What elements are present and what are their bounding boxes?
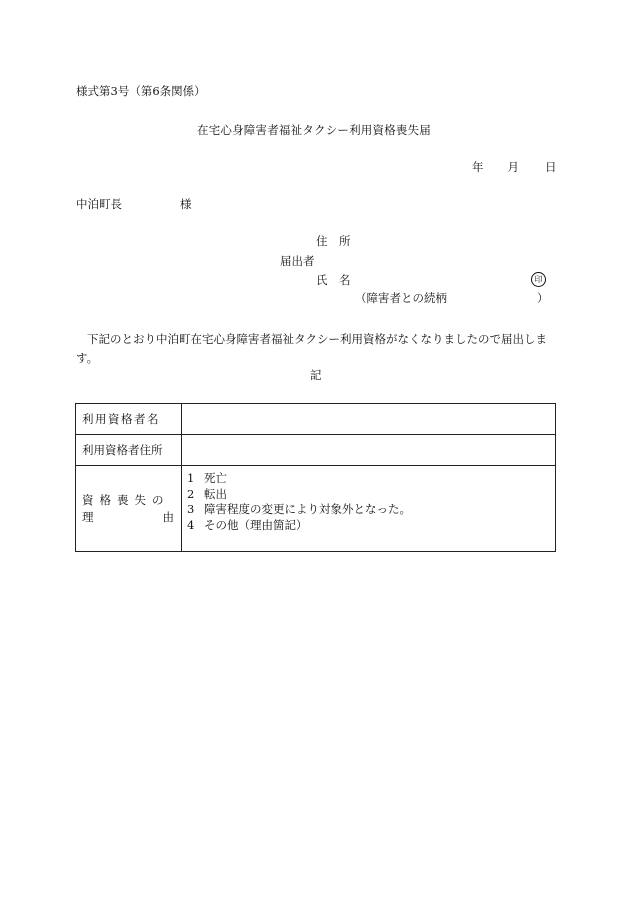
reason-text: 死亡 bbox=[204, 471, 227, 485]
eligible-person-name-field[interactable] bbox=[182, 404, 556, 435]
relation-label: （障害者との続柄 bbox=[355, 291, 447, 305]
relation-close-paren: ） bbox=[537, 291, 549, 305]
reason-text: 転出 bbox=[204, 486, 227, 501]
reason-text: その他（理由箇記） bbox=[204, 517, 308, 532]
loss-reason-list bbox=[182, 466, 556, 552]
addressee bbox=[76, 199, 192, 211]
reason-text: 障害程度の変更により対象外となった。 bbox=[204, 502, 411, 516]
form-number: 様式第3号（第6条関係） bbox=[76, 84, 206, 98]
date-day-label: 日 bbox=[545, 160, 557, 174]
loss-reason-header bbox=[76, 466, 182, 552]
eligible-person-address-field[interactable] bbox=[182, 435, 556, 466]
address-label: 住 所 bbox=[316, 234, 351, 248]
ki-heading: 記 bbox=[310, 368, 322, 382]
name-label: 氏 名 bbox=[316, 273, 351, 287]
loss-reason-header-line1: 資格喪失の bbox=[82, 492, 170, 507]
date-line bbox=[472, 162, 557, 174]
loss-reason-header-char2: 由 bbox=[162, 509, 174, 524]
addressee-name: 中泊町長 bbox=[76, 197, 122, 211]
date-year-label: 年 bbox=[472, 160, 484, 174]
reason-number: 3 bbox=[187, 502, 195, 516]
list-item[interactable] bbox=[187, 502, 555, 518]
date-month-label: 月 bbox=[507, 160, 519, 174]
document-title: 在宅心身障害者福祉タクシー利用資格喪失届 bbox=[197, 123, 431, 137]
eligible-person-name-header: 利用資格者名 bbox=[76, 404, 182, 435]
loss-reason-header-char1: 理 bbox=[82, 509, 94, 524]
list-item[interactable] bbox=[187, 471, 555, 487]
declaration-text: 下記のとおり中泊町在宅心身障害者福祉タクシー利用資格がなくなりましたので届出します。 bbox=[76, 332, 547, 365]
table-row bbox=[76, 466, 556, 552]
table-row bbox=[76, 404, 556, 435]
list-item[interactable] bbox=[187, 518, 555, 534]
seal-mark: 印 bbox=[531, 272, 546, 287]
reason-number: 1 bbox=[187, 471, 195, 485]
eligible-person-address-header: 利用資格者住所 bbox=[76, 435, 182, 466]
report-table bbox=[75, 403, 556, 552]
applicant-label: 届出者 bbox=[280, 254, 315, 268]
reason-number: 2 bbox=[187, 486, 195, 501]
table-row bbox=[76, 435, 556, 466]
addressee-honorific: 様 bbox=[180, 197, 192, 211]
reason-number: 4 bbox=[187, 517, 195, 532]
list-item[interactable] bbox=[187, 487, 555, 503]
